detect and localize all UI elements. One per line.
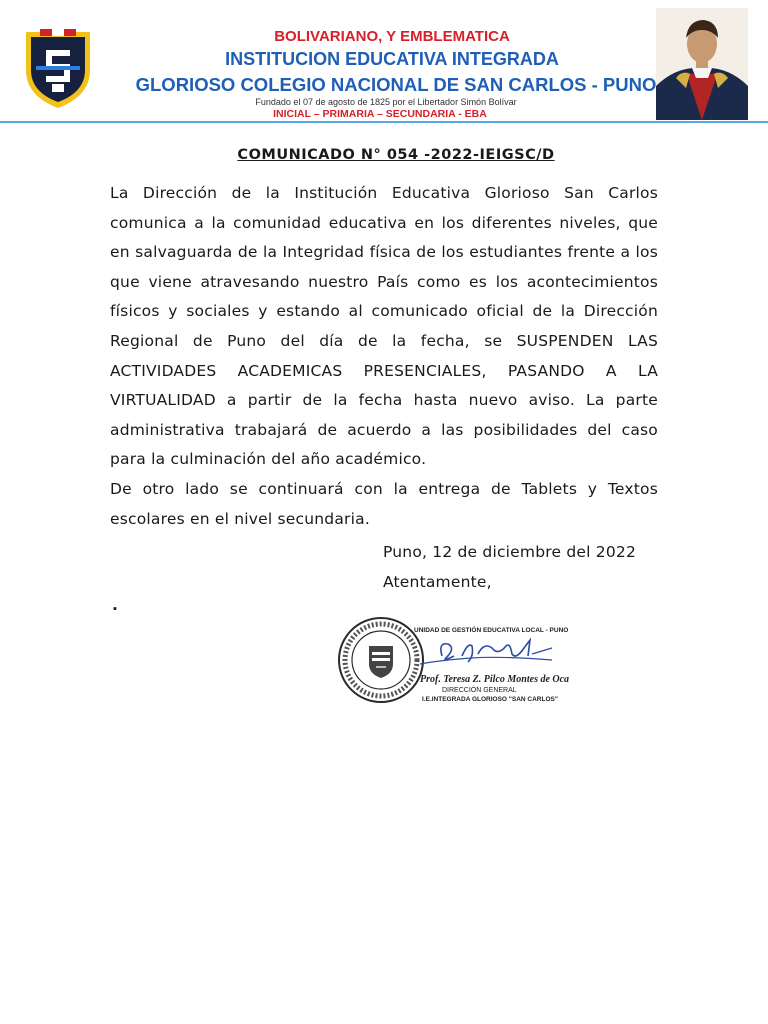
signature-stamp bbox=[336, 612, 570, 708]
stamp-header: UNIDAD DE GESTIÓN EDUCATIVA LOCAL - PUNO bbox=[414, 627, 569, 634]
document-title: COMUNICADO N° 054 -2022-IEIGSC/D bbox=[237, 147, 555, 163]
stray-dot: . bbox=[112, 596, 118, 614]
signer-institution: I.E.INTEGRADA GLORIOSO "SAN CARLOS" bbox=[422, 696, 558, 703]
signer-name: Prof. Teresa Z. Pilco Montes de Oca bbox=[420, 674, 570, 685]
header-divider bbox=[0, 121, 768, 123]
handwritten-signature-icon bbox=[412, 634, 562, 674]
signer-position: DIRECCIÓN GENERAL bbox=[442, 687, 517, 694]
closing-block bbox=[383, 538, 636, 597]
body-paragraph-1: La Dirección de la Institución Educativa Glorioso San Carlos comunica a la comunidad educativa en los diferentes niveles, que en salvaguarda de la Integridad física de los estudiantes frente a los que viene atravesando nuestro País como es los acontecimientos físicos y sociales y estando al comunicado oficial de la Dirección Regional de Puno del día de la fecha, se SUSPENDEN LAS ACTIVIDADES ACADEMICAS PRESENCIALES, PASANDO A LA VIRTUALIDAD a partir de la fecha hasta nuevo aviso. La parte administrativa trabajará de acuerdo a las posibilidades del caso para la culminación del año académico. bbox=[110, 184, 658, 469]
header-founded: Fundado el 07 de agosto de 1825 por el Libertador Simón Bolívar bbox=[255, 97, 517, 107]
body-paragraph-2: De otro lado se continuará con la entrega de Tablets y Textos escolares en el nivel secundaria. bbox=[110, 479, 658, 528]
date-line: Puno, 12 de diciembre del 2022 bbox=[383, 543, 637, 561]
closing-text: Atentamente, bbox=[383, 572, 492, 591]
document-body bbox=[110, 179, 658, 534]
header-institution-type: INSTITUCION EDUCATIVA INTEGRADA bbox=[225, 49, 559, 69]
header-levels: INICIAL – PRIMARIA – SECUNDARIA - EBA bbox=[273, 108, 487, 120]
bolivar-portrait-icon bbox=[656, 8, 748, 120]
letterhead bbox=[0, 0, 768, 126]
header-school-name: GLORIOSO COLEGIO NACIONAL DE SAN CARLOS - PUNO bbox=[135, 74, 657, 95]
header-motto: BOLIVARIANO, Y EMBLEMATICA bbox=[274, 28, 510, 45]
